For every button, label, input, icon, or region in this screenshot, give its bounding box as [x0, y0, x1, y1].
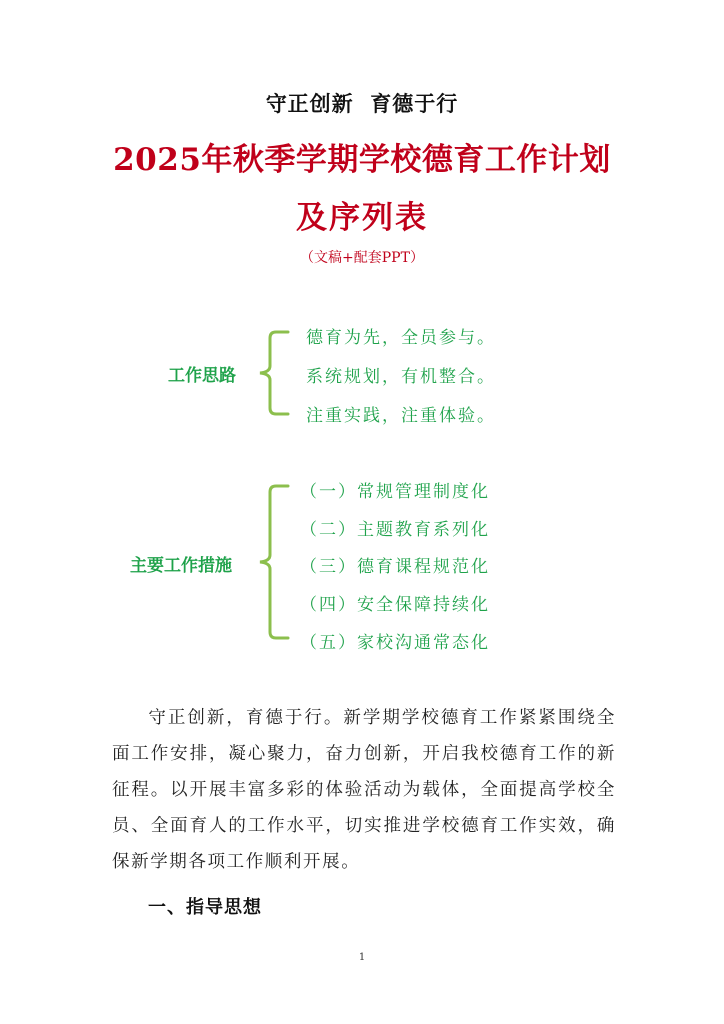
page-title-line-1: 2025年秋季学期学校德育工作计划 — [113, 142, 611, 178]
section-heading: 一、指导思想 — [148, 897, 262, 918]
title-note: （文稿+配套PPT） — [300, 250, 424, 266]
body-paragraph — [112, 700, 616, 880]
work-idea-item: 系统规划，有机整合。 — [306, 367, 496, 387]
body-paragraph-text: 守正创新，育德于行。新学期学校德育工作紧紧围绕全面工作安排，凝心聚力，奋力创新，开启我校德育工作的新征程。以开展丰富多彩的体验活动为载体，全面提高学校全员、全面育人的工作水平，切实推进学校德育工作实效，确保新学期各项工作顺利开展。 — [112, 708, 616, 872]
measure-item: （四）安全保障持续化 — [300, 595, 490, 615]
page-title-line-2: 及序列表 — [296, 200, 428, 236]
page-number: 1 — [358, 952, 366, 963]
measure-item: （五）家校沟通常态化 — [300, 633, 490, 653]
main-measures-label: 主要工作措施 — [130, 556, 232, 576]
work-ideas-label: 工作思路 — [168, 366, 236, 386]
slogan: 守正创新 育德于行 — [265, 92, 459, 116]
work-ideas-brace — [256, 328, 296, 418]
work-idea-item: 德育为先，全员参与。 — [306, 328, 496, 348]
measure-item: （一）常规管理制度化 — [300, 482, 490, 502]
main-measures-brace — [256, 482, 296, 642]
measure-item: （二）主题教育系列化 — [300, 520, 490, 540]
measure-item: （三）德育课程规范化 — [300, 557, 490, 577]
work-idea-item: 注重实践，注重体验。 — [306, 406, 496, 426]
